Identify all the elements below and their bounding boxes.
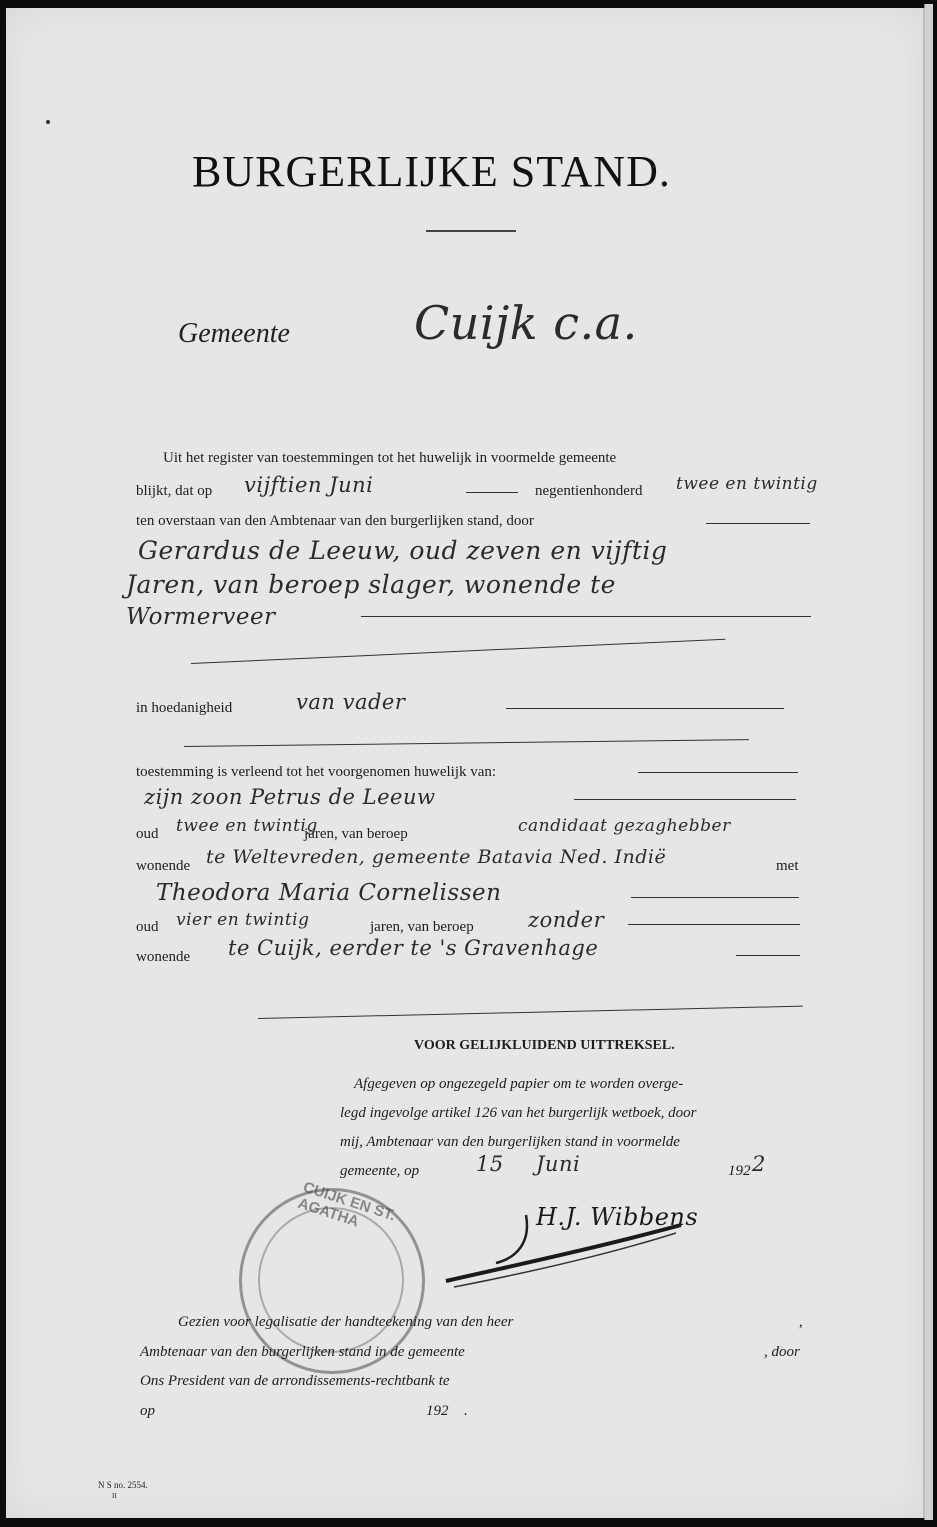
paper-speck: [46, 120, 50, 124]
groom-residence: te Weltevreden, gemeente Batavia Ned. Indië: [206, 846, 667, 868]
form-number: N S no. 2554.: [98, 1480, 148, 1490]
father-line1: Gerardus de Leeuw, oud zeven en vijftig: [138, 536, 668, 565]
bride-profession: zonder: [528, 908, 605, 932]
father-blank-rule: [191, 639, 725, 664]
bride-residence: te Cuijk, eerder te 's Gravenhage: [228, 936, 599, 960]
year-value: twee en twintig: [676, 474, 818, 494]
gemeente-value: Cuijk c.a.: [414, 296, 638, 350]
father-line2: Jaren, van beroep slager, wonende te: [126, 570, 616, 599]
title-rule: [426, 230, 516, 232]
met-label: met: [776, 858, 799, 874]
groom-profession: candidaat gezaghebber: [518, 816, 731, 836]
ten-overstaan-rule: [706, 523, 810, 524]
date-value: vijftien Juni: [244, 473, 374, 497]
document-page: [6, 8, 925, 1518]
bride-wonende-label: wonende: [136, 949, 191, 965]
stamp-text: CUIJK EN ST. AGATHA: [295, 1178, 398, 1231]
legalisation-year: 192: [426, 1403, 449, 1419]
capacity-rule: [506, 708, 784, 709]
bride-residence-rule: [736, 955, 800, 956]
bride-profession-rule: [628, 924, 800, 925]
legalisation-comma: ,: [799, 1314, 803, 1330]
capacity-label: in hoedanigheid: [136, 700, 233, 716]
consent-rule: [638, 772, 798, 773]
extract-year-hand: 2: [752, 1152, 766, 1176]
document-title: BURGERLIJKE STAND.: [192, 147, 671, 196]
legalisation-line3: Ons President van de arrondissements-rechtbank te: [140, 1373, 450, 1389]
capacity-value: van vader: [296, 690, 406, 714]
gemeente-label: Gemeente: [178, 318, 290, 349]
groom-name: zijn zoon Petrus de Leeuw: [144, 785, 436, 809]
bride-beroep-label: jaren, van beroep: [370, 919, 474, 935]
bride-oud-label: oud: [136, 919, 159, 935]
extract-line2: legd ingevolge artikel 126 van het burgerlijk wetboek, door: [340, 1105, 697, 1121]
ten-overstaan-line: ten overstaan van den Ambtenaar van den burgerlijken stand, door: [136, 513, 534, 529]
date-rule: [466, 492, 518, 493]
groom-beroep-label: jaren, van beroep: [304, 826, 408, 842]
negentienhonderd-label: negentienhonderd: [535, 483, 643, 499]
registrar-signature: H.J. Wibbens: [536, 1203, 699, 1231]
legalisation-line2: Ambtenaar van den burgerlijken stand in de gemeente: [140, 1344, 465, 1360]
father-line3: Wormerveer: [126, 604, 276, 630]
groom-oud-label: oud: [136, 826, 159, 842]
groom-wonende-label: wonende: [136, 858, 191, 874]
groom-age: twee en twintig: [176, 816, 318, 836]
extract-heading: VOOR GELIJKLUIDEND UITTREKSEL.: [414, 1038, 675, 1053]
signature-flourish-icon: [436, 1203, 699, 1293]
father-rule: [361, 616, 811, 617]
capacity-blank-rule: [184, 739, 749, 747]
bride-age: vier en twintig: [176, 910, 310, 930]
legalisation-dot: .: [464, 1403, 468, 1419]
extract-date-label: gemeente, op: [340, 1163, 420, 1179]
consent-label: toestemming is verleend tot het voorgenomen huwelijk van:: [136, 764, 497, 780]
extract-line3: mij, Ambtenaar van den burgerlijken stand in voormelde: [340, 1134, 680, 1150]
extract-line1: Afgegeven op ongezegeld papier om te worden overge-: [354, 1076, 684, 1092]
bride-name-rule: [631, 897, 799, 898]
legalisation-op: op: [140, 1403, 155, 1419]
legalisation-door: , door: [764, 1344, 800, 1360]
form-sub: II: [112, 1492, 117, 1500]
intro-line1: Uit het register van toestemmingen tot het huwelijk in voormelde gemeente: [163, 450, 617, 466]
extract-year-print: 192: [728, 1163, 751, 1179]
page-edge: [924, 4, 933, 1520]
groom-name-rule: [574, 799, 796, 800]
consent-closing-rule: [258, 1006, 803, 1019]
bride-name: Theodora Maria Cornelissen: [156, 880, 502, 906]
legalisation-line1: Gezien voor legalisatie der handteekening van den heer: [178, 1314, 514, 1330]
extract-month: Juni: [536, 1152, 581, 1176]
extract-day: 15: [476, 1152, 504, 1176]
blijkt-label: blijkt, dat op: [136, 483, 213, 499]
